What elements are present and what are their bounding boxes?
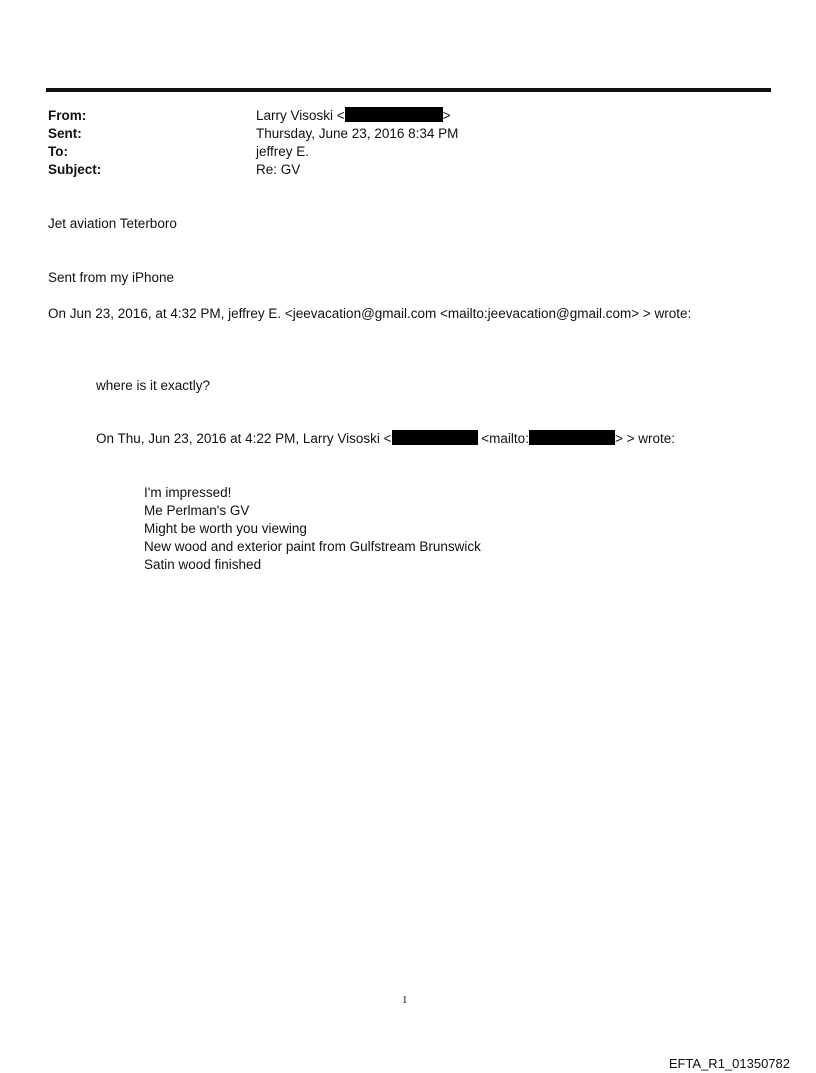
quote2-attribution bbox=[96, 430, 675, 448]
subject-label: Subject: bbox=[48, 162, 102, 177]
sent-label: Sent: bbox=[48, 126, 82, 141]
sent-value: Thursday, June 23, 2016 8:34 PM bbox=[256, 126, 459, 141]
quote2-attribution-post: > > wrote: bbox=[614, 431, 675, 446]
bates-number: EFTA_R1_01350782 bbox=[668, 1056, 790, 1071]
quote2-line: Might be worth you viewing bbox=[144, 521, 307, 536]
from-close: > bbox=[442, 108, 451, 123]
quote2-line: I'm impressed! bbox=[144, 485, 232, 500]
from-label: From: bbox=[48, 108, 87, 123]
to-label: To: bbox=[48, 144, 68, 159]
quote2-attribution-pre: On Thu, Jun 23, 2016 at 4:22 PM, Larry Visoski < bbox=[96, 431, 392, 446]
redaction-box bbox=[392, 430, 478, 445]
quote2-line: New wood and exterior paint from Gulfstream Brunswick bbox=[144, 539, 481, 554]
quote2-attribution-mid: <mailto: bbox=[477, 431, 529, 446]
quote2-line: Me Perlman's GV bbox=[144, 503, 250, 518]
page-number: 1 bbox=[402, 994, 408, 1006]
quote1-text: where is it exactly? bbox=[96, 378, 211, 393]
from-name: Larry Visoski < bbox=[256, 108, 345, 123]
subject-value: Re: GV bbox=[256, 162, 301, 177]
header-rule bbox=[46, 88, 771, 92]
from-value bbox=[256, 107, 451, 125]
reply-text: Jet aviation Teterboro bbox=[48, 216, 177, 231]
to-value: jeffrey E. bbox=[256, 144, 310, 159]
signature: Sent from my iPhone bbox=[48, 270, 175, 285]
redaction-box bbox=[345, 107, 443, 122]
quote1-attribution: On Jun 23, 2016, at 4:32 PM, jeffrey E. <jeevacation@gmail.com <mailto:jeevacation@gmail.com> > wrote: bbox=[48, 306, 692, 321]
quote2-line: Satin wood finished bbox=[144, 557, 262, 572]
redaction-box bbox=[529, 430, 615, 445]
